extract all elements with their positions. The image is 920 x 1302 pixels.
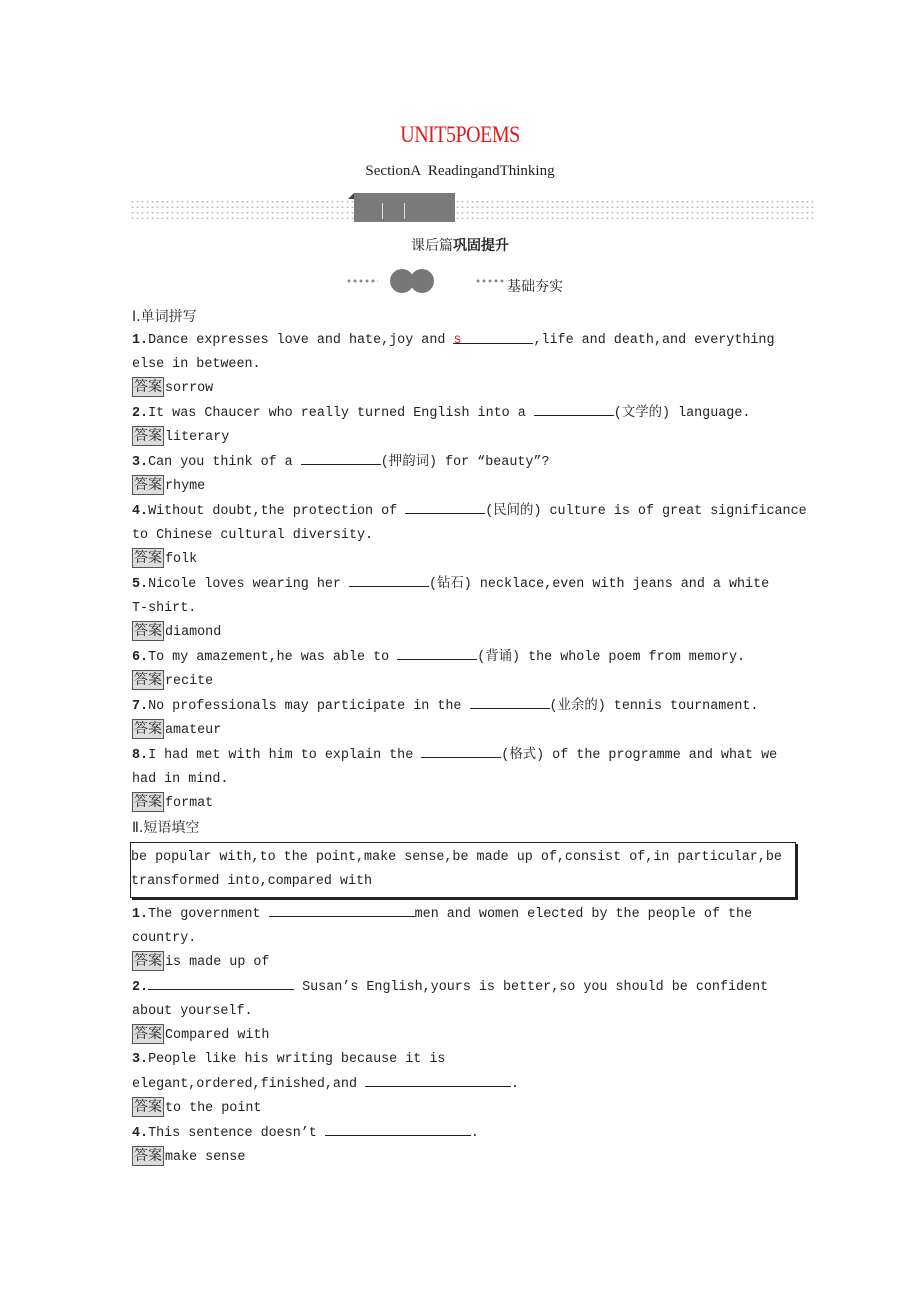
- answer-tag: 答案: [134, 721, 162, 738]
- question-line-continued: [132, 524, 832, 548]
- question-number: 4.: [132, 1126, 149, 1141]
- hint-letter: s: [453, 333, 462, 348]
- question-number: 5.: [132, 577, 149, 592]
- exercise-content: [132, 305, 832, 1170]
- answer-line: [132, 621, 832, 645]
- phrase-box: be popular with,to the point,make sense,be made up of,consist of,in particular,be transformed into,compared with: [130, 842, 796, 898]
- unit-title: UNIT5POEMS: [400, 122, 520, 148]
- section-label-bold: 巩固提升: [453, 238, 509, 254]
- dots-decoration-right: [475, 279, 507, 283]
- question-text: Nicole loves wearing her: [148, 577, 349, 592]
- answer-text: Compared with: [165, 1028, 270, 1043]
- question-text: This sentence doesn’t: [148, 1126, 325, 1141]
- answer-tag: 答案: [134, 672, 162, 689]
- answer-line: [132, 719, 832, 743]
- question-line: [132, 1121, 832, 1146]
- answer-tag: 答案: [134, 623, 162, 640]
- question-text-after: (文学的) language.: [613, 406, 751, 421]
- answer-blank[interactable]: [421, 743, 501, 758]
- question-line: [132, 329, 832, 353]
- question-number: 4.: [132, 504, 149, 519]
- question-text-after: (押韵词) for “beauty”?: [380, 455, 550, 470]
- question-line: [132, 401, 832, 426]
- answer-blank[interactable]: [397, 645, 477, 660]
- section-label-plain: 课后篇: [411, 238, 453, 254]
- answer-tag: 答案: [134, 550, 162, 567]
- question-text-after: Susan’s English,yours is better,so you should be confident: [294, 980, 769, 995]
- question-text: Without doubt,the protection of: [148, 504, 406, 519]
- question-text-continued: country.: [132, 931, 197, 946]
- answer-text: literary: [165, 430, 230, 445]
- question-text-after: (民间的) culture is of great significance: [485, 504, 807, 519]
- answer-line: [132, 377, 832, 401]
- answer-text: recite: [165, 674, 214, 689]
- question-number: 1.: [132, 333, 149, 348]
- question-text-after: (背诵) the whole poem from memory.: [477, 650, 746, 665]
- question-number: 3.: [132, 1052, 149, 1067]
- question-line: [132, 1048, 832, 1072]
- question-line-continued: [132, 1000, 832, 1024]
- answer-blank[interactable]: [453, 329, 533, 348]
- answer-blank[interactable]: [470, 694, 550, 709]
- answer-text: to the point: [165, 1101, 262, 1116]
- answer-line: [132, 792, 832, 816]
- circles-icon: [390, 268, 436, 294]
- answer-line: [132, 1097, 832, 1121]
- question-text-after: (钻石) necklace,even with jeans and a white: [428, 577, 770, 592]
- question-line-continued: [132, 768, 832, 792]
- question-text-after: ,life and death,and everything: [533, 333, 775, 348]
- answer-line: [132, 426, 832, 450]
- question-text: Dance expresses love and hate,joy and: [148, 333, 454, 348]
- question-line-continued: [132, 927, 832, 951]
- answer-blank[interactable]: [301, 450, 381, 465]
- dots-decoration-left: [346, 279, 378, 283]
- question-text: I had met with him to explain the: [148, 748, 422, 763]
- question-line: [132, 450, 832, 475]
- answer-line: [132, 475, 832, 499]
- section-subtitle: SectionA ReadingandThinking: [365, 163, 555, 179]
- question-number: 8.: [132, 748, 149, 763]
- question-text-after: men and women elected by the people of the: [414, 907, 753, 922]
- answer-blank[interactable]: [534, 401, 614, 416]
- question-text: No professionals may participate in the: [148, 699, 470, 714]
- question-number: 6.: [132, 650, 149, 665]
- question-text-continued: had in mind.: [132, 772, 229, 787]
- banner-decoration: [354, 193, 455, 222]
- question-number: 2.: [132, 406, 149, 421]
- answer-tag: 答案: [134, 1099, 162, 1116]
- answer-text: amateur: [165, 723, 222, 738]
- question-text-continued: to Chinese cultural diversity.: [132, 528, 374, 543]
- question-number: 1.: [132, 907, 149, 922]
- question-text-after: .: [511, 1077, 520, 1092]
- answer-text: folk: [165, 552, 198, 567]
- question-line-continued: [132, 1072, 832, 1097]
- question-line: [132, 694, 832, 719]
- part1-heading: Ⅰ.单词拼写: [132, 309, 197, 325]
- question-number: 3.: [132, 455, 149, 470]
- answer-text: make sense: [165, 1150, 246, 1165]
- answer-blank[interactable]: [405, 499, 485, 514]
- answer-text: rhyme: [165, 479, 206, 494]
- question-text: To my amazement,he was able to: [148, 650, 398, 665]
- answer-line: [132, 548, 832, 572]
- part2-heading: Ⅱ.短语填空: [132, 820, 200, 836]
- basic-label: 基础夯实: [507, 279, 563, 295]
- answer-line: [132, 670, 832, 694]
- question-line: [132, 743, 832, 768]
- answer-tag: 答案: [134, 477, 162, 494]
- question-number: 7.: [132, 699, 149, 714]
- answer-line: [132, 1024, 832, 1048]
- answer-tag: 答案: [134, 1026, 162, 1043]
- answer-text: sorrow: [165, 381, 214, 396]
- answer-blank[interactable]: [349, 572, 429, 587]
- question-line: [132, 499, 832, 524]
- question-line: [132, 572, 832, 597]
- question-text: Can you think of a: [148, 455, 301, 470]
- question-text-continued: about yourself.: [132, 1004, 253, 1019]
- question-text-after: (业余的) tennis tournament.: [549, 699, 759, 714]
- answer-tag: 答案: [134, 953, 162, 970]
- answer-tag: 答案: [134, 379, 162, 396]
- answer-line: [132, 951, 832, 975]
- answer-text: diamond: [165, 625, 222, 640]
- answer-blank[interactable]: [148, 975, 294, 990]
- answer-line: [132, 1146, 832, 1170]
- question-line-continued: [132, 597, 832, 621]
- part2-items: [132, 902, 832, 1170]
- answer-tag: 答案: [134, 794, 162, 811]
- answer-tag: 答案: [134, 1148, 162, 1165]
- question-text-continued: else in between.: [132, 357, 261, 372]
- question-number: 2.: [132, 980, 149, 995]
- answer-blank[interactable]: [365, 1072, 511, 1087]
- answer-blank[interactable]: [269, 902, 415, 917]
- question-line: [132, 902, 832, 927]
- answer-text: is made up of: [165, 955, 270, 970]
- question-text-after: .: [470, 1126, 479, 1141]
- answer-text: format: [165, 796, 214, 811]
- dotted-divider: [130, 199, 816, 221]
- question-text-after: (格式) of the programme and what we: [501, 748, 778, 763]
- section-label: [0, 235, 920, 255]
- answer-blank[interactable]: [325, 1121, 471, 1136]
- answer-tag: 答案: [134, 428, 162, 445]
- question-text: The government: [148, 907, 269, 922]
- question-line: [132, 645, 832, 670]
- question-text-continued: T-shirt.: [132, 601, 197, 616]
- question-text: People like his writing because it is: [148, 1052, 446, 1067]
- question-line-continued: [132, 353, 832, 377]
- question-text: It was Chaucer who really turned English into a: [148, 406, 534, 421]
- question-text-continued: elegant,ordered,finished,and: [132, 1077, 366, 1092]
- part1-items: [132, 329, 832, 816]
- question-line: [132, 975, 832, 1000]
